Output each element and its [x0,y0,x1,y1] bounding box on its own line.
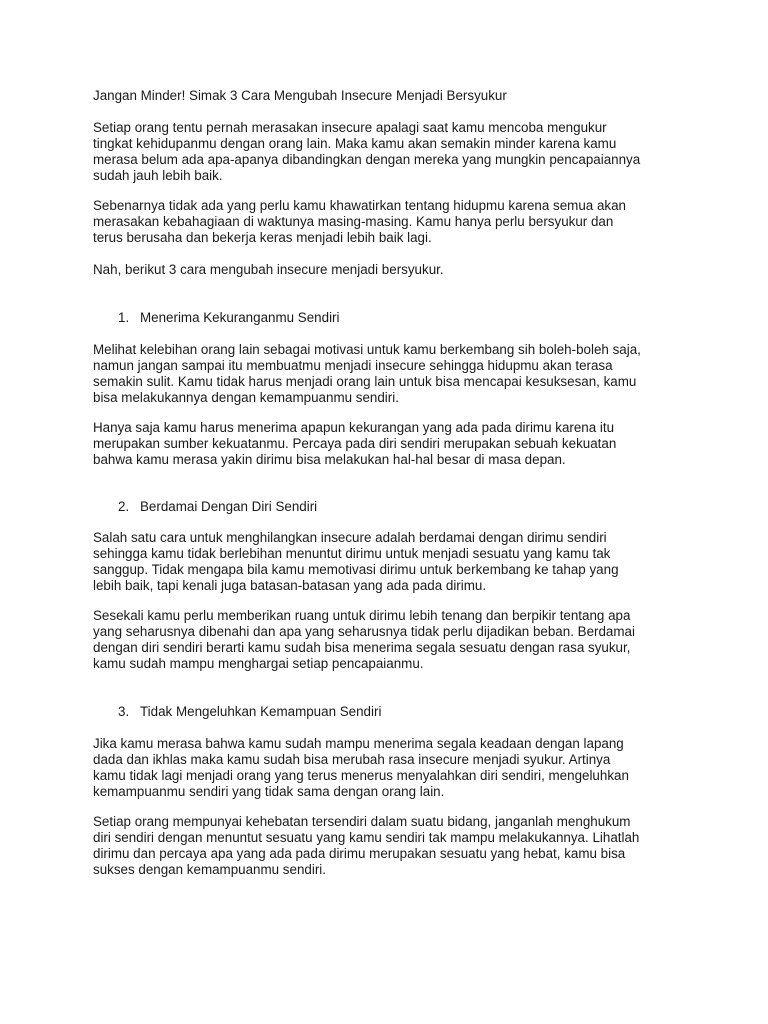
section-heading-2 [118,499,317,515]
section-1-paragraph-1 [93,342,693,406]
text-line: tingkat kehidupanmu dengan orang lain. Maka kamu akan semakin minder karena kamu [93,135,617,151]
list-number: 1. [118,310,130,325]
text-line: sukses dengan kemampuanmu sendiri. [93,861,326,877]
intro-paragraph-3 [93,262,693,278]
text-line: kemampuanmu sendiri yang tidak sama dengan orang lain. [93,783,445,799]
text-line: merasakan kebahagiaan di waktunya masing-masing. Kamu hanya perlu bersyukur dan [93,213,614,229]
text-line: sehingga kamu tidak berlebihan menuntut dirimu untuk menjadi sesuatu yang kamu tak [93,545,611,561]
intro-paragraph-1 [93,120,693,184]
text-line: kamu tidak lagi menjadi orang yang terus menerus menyalahkan diri sendiri, mengeluhkan [93,767,629,783]
text-line: Setiap orang mempunyai kehebatan tersendiri dalam suatu bidang, janganlah menghukum [93,814,631,829]
list-number: 2. [118,499,130,514]
text-line: terus berusaha dan bekerja keras menjadi lebih baik lagi. [93,229,432,245]
text-line: lebih baik, tapi kenali juga batasan-batasan yang ada pada dirimu. [93,577,487,593]
text-line: yang seharusnya dibenahi dan apa yang seharusnya tidak perlu dijadikan beban. Berdamai [93,623,635,639]
text-line: Sebenarnya tidak ada yang perlu kamu khawatirkan tentang hidupmu karena semua akan [93,198,626,213]
text-line: kamu sudah mampu menghargai setiap pencapaianmu. [93,655,424,671]
section-heading-text: Tidak Mengeluhkan Kemampuan Sendiri [140,704,382,719]
text-line: diri sendiri dengan menuntut sesuatu yang kamu sendiri tak mampu melakukannya. Lihatlah [93,829,640,845]
text-line: semakin sulit. Kamu tidak harus menjadi orang lain untuk bisa mencapai kesuksesan, kamu [93,373,637,389]
section-2-paragraph-1 [93,530,693,594]
section-1-paragraph-2 [93,420,693,468]
text-line: dada dan ikhlas maka kamu sudah bisa merubah rasa insecure menjadi syukur. Artinya [93,751,611,767]
text-line: namun jangan sampai itu membuatmu menjadi insecure sehingga hidupmu akan terasa [93,357,613,373]
text-line: bahwa kamu merasa yakin dirimu bisa melakukan hal-hal besar di masa depan. [93,451,566,467]
text-line: dengan diri sendiri berarti kamu sudah bisa menerima segala sesuatu dengan rasa syukur, [93,639,631,655]
text-line: merasa belum ada apa-apanya dibandingkan dengan mereka yang mungkin pencapaiannya [93,151,641,167]
section-heading-1 [118,310,339,326]
document-title: Jangan Minder! Simak 3 Cara Mengubah Insecure Menjadi Bersyukur [93,88,507,103]
intro-paragraph-2 [93,198,693,246]
text-line: dirimu dan percaya apa yang ada pada dirimu merupakan sesuatu yang hebat, kamu bisa [93,845,626,861]
section-heading-text: Menerima Kekuranganmu Sendiri [140,310,340,325]
text-line: bisa melakukannya dengan kemampuanmu sendiri. [93,389,399,405]
text-line: Nah, berikut 3 cara mengubah insecure menjadi bersyukur. [93,262,444,277]
section-3-paragraph-2 [93,814,693,878]
section-heading-3 [118,704,381,720]
text-line: Melihat kelebihan orang lain sebagai motivasi untuk kamu berkembang sih boleh-boleh saja, [93,342,641,357]
text-line: Setiap orang tentu pernah merasakan insecure apalagi saat kamu mencoba mengukur [93,120,607,135]
text-line: Hanya saja kamu harus menerima apapun kekurangan yang ada pada dirimu karena itu [93,420,615,435]
text-line: merupakan sumber kekuatanmu. Percaya pada diri sendiri merupakan sebuah kekuatan [93,435,617,451]
section-heading-text: Berdamai Dengan Diri Sendiri [140,499,318,514]
text-line: sanggup. Tidak mengapa bila kamu memotivasi dirimu untuk berkembang ke tahap yang [93,561,619,577]
section-3-paragraph-1 [93,736,693,800]
text-line: Salah satu cara untuk menghilangkan insecure adalah berdamai dengan dirimu sendiri [93,530,607,545]
text-line: Sesekali kamu perlu memberikan ruang untuk dirimu lebih tenang dan berpikir tentang apa [93,608,631,623]
text-line: sudah jauh lebih baik. [93,167,223,183]
section-2-paragraph-2 [93,608,693,672]
text-line: Jika kamu merasa bahwa kamu sudah mampu menerima segala keadaan dengan lapang [93,736,624,751]
list-number: 3. [118,704,130,719]
